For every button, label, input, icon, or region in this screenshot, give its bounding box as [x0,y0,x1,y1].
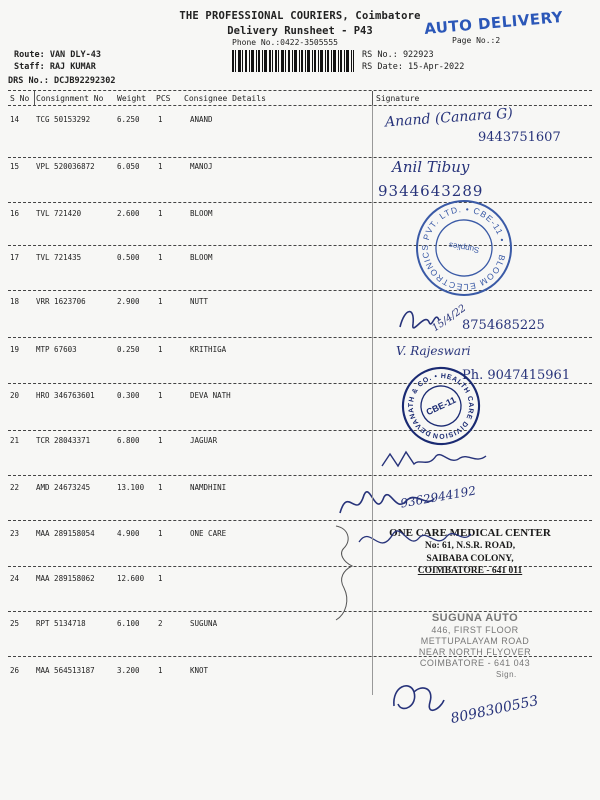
row-18-pcs: 1 [158,297,163,306]
svg-text:CBE-11: CBE-11 [424,394,458,418]
one-care-address-1: No: 61, N.S.R. ROAD, [424,541,516,551]
svg-text:BLOOM ELECTRONICS PVT. LTD. •: BLOOM ELECTRONICS PVT. LTD. • CBE-11 • [419,203,508,293]
row-16-sno: 16 [10,209,20,218]
bloom-company-seal [412,196,516,300]
col-consignee: Consignee Details [184,94,266,103]
row-26-consignee: KNOT [190,666,209,675]
rs-date: RS Date: 15-Apr-2022 [362,62,465,72]
barcode [232,50,354,72]
row-23-consignment: MAA 289158054 [36,529,95,538]
row-18-consignment: VRR 1623706 [36,297,86,306]
signature-15-phone: 9344643289 [378,182,484,200]
row-20-weight: 0.300 [117,391,140,400]
row-22-weight: 13.100 [117,483,145,492]
signature-21-scribble [380,444,490,474]
one-care-name: ONE CARE MEDICAL CENTER [389,527,551,539]
row-26-weight: 3.200 [117,666,140,675]
auto-delivery-stamp: AUTO DELIVERY [423,7,564,39]
row-20-pcs: 1 [158,391,163,400]
row-18-consignee: NUTT [190,297,209,306]
row-18-sno: 18 [10,297,20,306]
row-16-consignment: TVL 721420 [36,209,82,218]
row-25-pcs: 2 [158,619,163,628]
row-26-consignment: MAA 564513187 [36,666,95,675]
row-14-weight: 6.250 [117,115,140,124]
staff: Staff: RAJ KUMAR [14,62,96,72]
row-17-weight: 0.500 [117,253,140,262]
suguna-address-1: 446, FIRST FLOOR [431,625,519,635]
row-16-weight: 2.600 [117,209,140,218]
signature-18-date: 15/4/22 [430,302,469,335]
col-signature: Signature [376,94,420,103]
signature-18-phone: 8754685225 [462,318,545,333]
row-21-consignee: JAGUAR [190,436,218,445]
row-14-consignment: TCG 50153292 [36,115,91,124]
row-15-consignee: MANOJ [190,162,213,171]
row-23-sno: 23 [10,529,20,538]
row-20-consignee: DEVA NATH [190,391,231,400]
route: Route: VAN DLY-43 [14,50,101,60]
signature-26-scribble [388,676,448,720]
one-care-address-2: SAIBABA COLONY, [426,554,514,564]
row-24-consignment: MAA 289158062 [36,574,95,583]
row-22-sno: 22 [10,483,20,492]
col-sno: S No [10,94,30,103]
row-25-consignment: RPT 5134718 [36,619,86,628]
row-19-consignee: KRITHIGA [190,345,227,354]
signature-19-name: V. Rajeswari [396,344,471,358]
row-17-pcs: 1 [158,253,163,262]
suguna-address-2: METTUPALAYAM ROAD [420,636,530,646]
drs-number: DRS No.: DCJB92292302 [8,76,116,86]
row-22-pcs: 1 [158,483,163,492]
col-pcs: PCS [156,94,171,103]
row-14-sno: 14 [10,115,20,124]
runsheet-title: Delivery Runsheet - P43 [227,25,373,37]
row-25-consignee: SUGUNA [190,619,218,628]
row-15-consignment: VPL 520036872 [36,162,95,171]
row-17-consignment: TVL 721435 [36,253,82,262]
suguna-name: SUGUNA AUTO [431,612,519,624]
row-25-weight: 6.100 [117,619,140,628]
row-24-weight: 12.600 [117,574,145,583]
col-consignment: Consignment No [36,94,104,103]
row-19-weight: 0.250 [117,345,140,354]
row-20-sno: 20 [10,391,20,400]
signature-column-divider [372,105,373,695]
row-24-pcs: 1 [158,574,163,583]
row-22-consignee: NAMDHINI [190,483,227,492]
row-25-sno: 25 [10,619,20,628]
row-17-consignee: BLOOM [190,253,213,262]
row-15-weight: 6.050 [117,162,140,171]
row-19-sno: 19 [10,345,20,354]
row-19-pcs: 1 [158,345,163,354]
row-21-consignment: TCR 28043371 [36,436,91,445]
suguna-address-3: NEAR NORTH FLYOVER [418,647,532,657]
row-24-sno: 24 [10,574,20,583]
suguna-address-4: COIMBATORE - 641 043 [419,658,531,668]
signature-19-phone: Ph. 9047415961 [462,368,571,383]
row-15-sno: 15 [10,162,20,171]
row-16-pcs: 1 [158,209,163,218]
rs-number: RS No.: 922923 [362,50,434,60]
svg-text:Supplies: Supplies [448,240,480,255]
row-20-consignment: HRO 346763601 [36,391,95,400]
row-23-consignee: ONE CARE [190,529,227,538]
suguna-sign-label: Sign. [496,670,517,679]
signature-14: Anand (Canara G) [384,105,514,131]
row-18-weight: 2.900 [117,297,140,306]
devanath-company-seal [400,365,482,447]
row-21-sno: 21 [10,436,20,445]
signature-14-phone: 9443751607 [478,130,561,145]
row-15-pcs: 1 [158,162,163,171]
signature-26-phone: 8098300553 [449,692,540,728]
row-14-pcs: 1 [158,115,163,124]
row-17-sno: 17 [10,253,20,262]
row-22-consignment: AMD 24673245 [36,483,91,492]
row-21-pcs: 1 [158,436,163,445]
page-number: Page No.:2 [452,36,501,45]
one-care-address-3: COIMBATORE - 641 011 [417,566,523,576]
col-weight: Weight [117,94,146,103]
row-21-weight: 6.800 [117,436,140,445]
row-23-weight: 4.900 [117,529,140,538]
row-26-sno: 26 [10,666,20,675]
row-23-pcs: 1 [158,529,163,538]
phone-number: Phone No.:0422-3505555 [232,38,338,47]
svg-text:DEVANATH & CO. • HEALTH CARE D: DEVANATH & CO. • HEALTH CARE DIVISION [407,372,475,440]
company-title: THE PROFESSIONAL COURIERS, Coimbatore [179,10,421,22]
row-14-consignee: ANAND [190,115,213,124]
signature-23-scribble [355,520,475,564]
row-19-consignment: MTP 67603 [36,345,77,354]
row-26-pcs: 1 [158,666,163,675]
signature-22-phone: 9362944192 [399,483,477,511]
row-16-consignee: BLOOM [190,209,213,218]
signature-15: Anil Tibuy [392,158,470,176]
